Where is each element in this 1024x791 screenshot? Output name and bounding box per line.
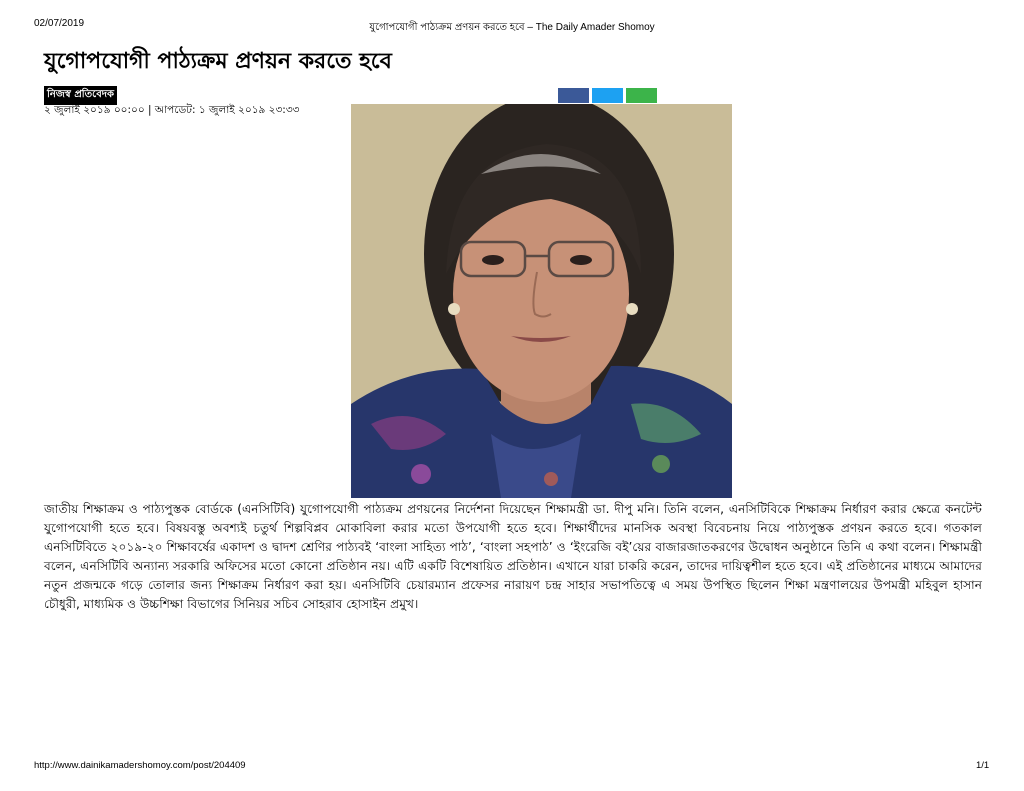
whatsapp-share-icon[interactable] bbox=[626, 88, 657, 103]
print-page-title: যুগোপযোগী পাঠ্যক্রম প্রণয়ন করতে হবে – The Daily Amader Shomoy bbox=[369, 22, 655, 33]
source-url: http://www.dainikamadershomoy.com/post/204409 bbox=[34, 760, 246, 771]
byline: নিজস্ব প্রতিবেদক bbox=[44, 86, 117, 105]
twitter-share-icon[interactable] bbox=[592, 88, 623, 103]
article-headline: যুগোপযোগী পাঠ্যক্রম প্রণয়ন করতে হবে bbox=[44, 49, 392, 74]
print-date: 02/07/2019 bbox=[34, 18, 85, 29]
article-photo bbox=[351, 104, 732, 498]
page-number: 1/1 bbox=[976, 760, 990, 771]
facebook-share-icon[interactable] bbox=[558, 88, 589, 103]
article-body: জাতীয় শিক্ষাক্রম ও পাঠ্যপুস্তক বোর্ডকে (এনসিটিবি) যুগোপযোগী পাঠ্যক্রম প্রণয়নের নির্দেশনা দিয়েছেন শিক্ষামন্ত্রী ডা. দীপু মনি। তিনি বলেন, এনসিটিবিকে শিক্ষাক্রম নির্ধারণ করার ক্ষেত্রে কনটেন্ট যুগোপযোগী হতে হবে। বিষয়বস্তু অবশ্যই চতুর্থ শিল্পবিপ্লব মোকাবিলা করার মতো উপযোগী হতে হবে। শিক্ষার্থীদের মানসিক অবস্থা বিবেচনায় নিয়ে পাঠ্যপুস্তক প্রণয়ন করতে হবে। গতকাল এনসিটিবিতে ২০১৯-২০ শিক্ষাবর্ষের একাদশ ও দ্বাদশ শ্রেণির পাঠ্যবই ‘বাংলা সাহিত্য পাঠ’, ‘বাংলা সহপাঠ’ ও ‘ইংরেজি বই’য়ের বাজারজাতকরণের উদ্বোধন অনুষ্ঠানে তিনি এ কথা বলেন। শিক্ষামন্ত্রী বলেন, এনসিটিবি অন্যান্য সরকারি অফিসের মতো কোনো প্রতিষ্ঠান নয়। এটি একটি বিশেষায়িত প্রতিষ্ঠান। এখানে যারা চাকরি করেন, তাদের দায়িত্বশীল হতে হবে। এই প্রতিষ্ঠানের মাধ্যমে আমাদের নতুন প্রজন্মকে গড়ে তোলার জন্য শিক্ষাক্রম নির্ধারণ করা হয়। এনসিটিবি চেয়ারম্যান প্রফেসর নারায়ণ চন্দ্র সাহার সভাপতিত্বে এ সময় উপস্থিত ছিলেন শিক্ষা মন্ত্রণালয়ের উপমন্ত্রী মহিবুল হাসান চৌধুরী, মাধ্যমিক ও উচ্চশিক্ষা বিভাগের সিনিয়র সচিব সোহরাব হোসাইন প্রমুখ। bbox=[44, 502, 982, 611]
dateline: ২ জুলাই ২০১৯ ০০:০০ | আপডেট: ১ জুলাই ২০১৯ ২৩:৩৩ bbox=[44, 104, 300, 116]
